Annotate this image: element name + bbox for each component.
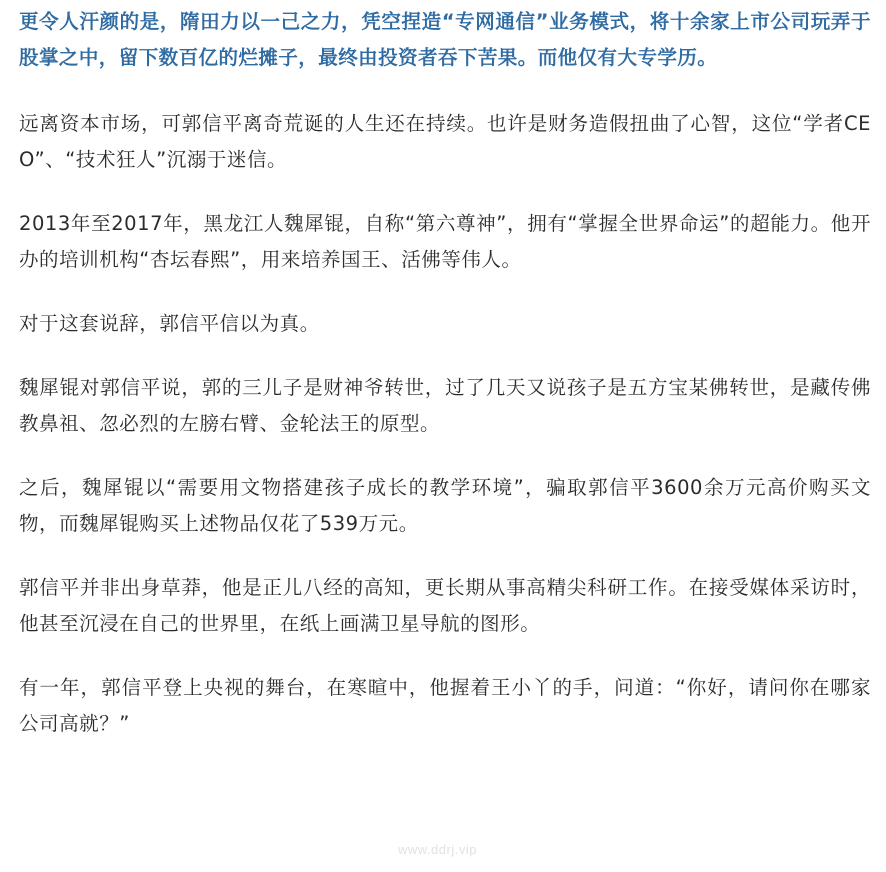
paragraph: 之后，魏犀锟以“需要用文物搭建孩子成长的教学环境”，骗取郭信平3600余万元高价购买文物，而魏犀锟购买上述物品仅花了539万元。 (19, 476, 871, 535)
paragraph: 2013年至2017年，黑龙江人魏犀锟，自称“第六尊神”，拥有“掌握全世界命运”的超能力。他开办的培训机构“杏坛春熙”，用来培养国王、活佛等伟人。 (19, 212, 871, 271)
article-body (19, 4, 871, 770)
paragraph: 有一年，郭信平登上央视的舞台，在寒暄中，他握着王小丫的手，问道：“你好，请问你在哪家公司高就？” (19, 676, 871, 735)
paragraph: 对于这套说辞，郭信平信以为真。 (19, 312, 320, 335)
paragraph: 远离资本市场，可郭信平离奇荒诞的人生还在持续。也许是财务造假扭曲了心智，这位“学者CEO”、“技术狂人”沉溺于迷信。 (19, 112, 871, 171)
paragraph: 郭信平并非出身草莽，他是正儿八经的高知，更长期从事高精尖科研工作。在接受媒体采访时，他甚至沉浸在自己的世界里，在纸上画满卫星导航的图形。 (19, 576, 871, 635)
lead-paragraph: 更令人汗颜的是，隋田力以一己之力，凭空捏造“专网通信”业务模式，将十余家上市公司玩弄于股掌之中，留下数百亿的烂摊子，最终由投资者吞下苦果。而他仅有大专学历。 (19, 10, 871, 69)
paragraph: 魏犀锟对郭信平说，郭的三儿子是财神爷转世，过了几天又说孩子是五方宝某佛转世，是藏传佛教鼻祖、忽必烈的左膀右臂、金轮法王的原型。 (19, 376, 871, 435)
watermark: www.ddrj.vip (398, 842, 477, 857)
